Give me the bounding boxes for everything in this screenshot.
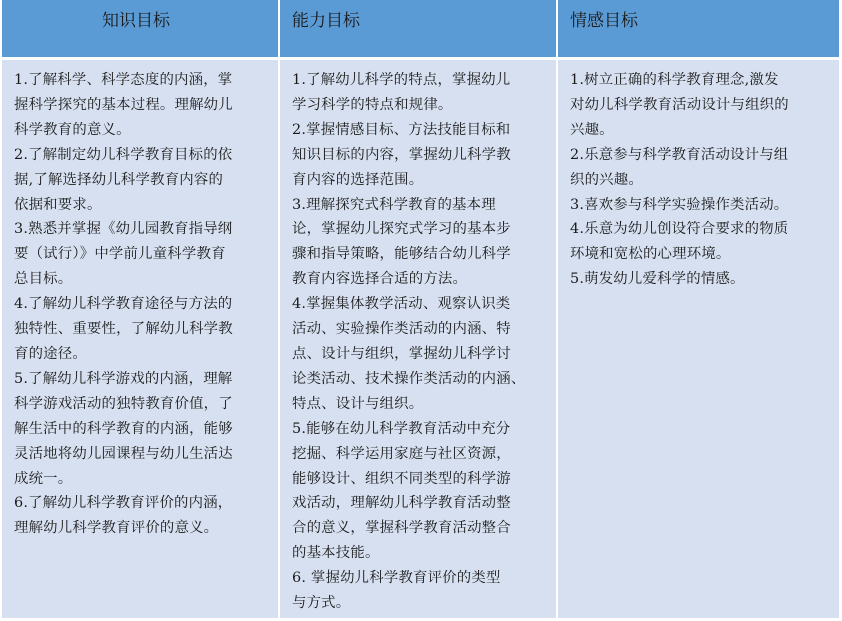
objective-item: 3.熟悉并掌握《幼儿园教育指导纲 要（试行）》中学前儿童科学教育 总目标。	[14, 221, 233, 288]
header-affective-objectives: 情感目标	[558, 0, 839, 60]
objective-item: 4.掌握集体教学活动、观察认识类 活动、实验操作类活动的内涵、特 点、设计与组织，掌握幼儿科学讨 论类活动、技术操作类活动的内涵、 特点、设计与组织。	[292, 296, 526, 412]
objective-item: 4.乐意为幼儿创设符合要求的物质 环境和宽松的心理环境。	[570, 221, 789, 263]
objective-item: 4.了解幼儿科学教育途径与方法的 独特性、重要性，了解幼儿科学教 育的途径。	[14, 296, 233, 362]
header-ability-objectives: 能力目标	[280, 0, 558, 60]
objective-item: 2.了解制定幼儿科学教育目标的依 据,了解选择幼儿科学教育内容的 依据和要求。	[14, 146, 233, 213]
objective-item: 3.理解探究式科学教育的基本理 论，掌握幼儿探究式学习的基本步 骤和指导策略，能够结合幼儿科学 教育内容选择合适的方法。	[292, 196, 511, 288]
objective-item: 6. 掌握幼儿科学教育评价的类型 与方式。	[292, 570, 501, 612]
objective-item: 5.了解幼儿科学游戏的内涵，理解 科学游戏活动的独特教育价值，了 解生活中的科学教育的内涵，能够 灵活地将幼儿园课程与幼儿生活达 成统一。	[14, 370, 233, 487]
knowledge-objectives-cell	[2, 60, 280, 618]
objective-item: 2.乐意参与科学教育活动设计与组 织的兴趣。	[570, 146, 789, 188]
header-knowledge-objectives: 知识目标	[2, 0, 280, 60]
objective-item: 6.了解幼儿科学教育评价的内涵， 理解幼儿科学教育评价的意义。	[14, 495, 233, 537]
objectives-table	[2, 0, 839, 618]
ability-objectives-cell	[280, 60, 558, 618]
objective-item: 5.能够在幼儿科学教育活动中充分 挖掘、科学运用家庭与社区资源， 能够设计、组织不同类型的科学游 戏活动，理解幼儿科学教育活动整 合的意义，掌握科学教育活动整合 的基本技能。	[292, 420, 511, 562]
affective-objectives-cell	[558, 60, 839, 618]
objective-item: 3.喜欢参与科学实验操作类活动。	[570, 196, 789, 213]
objective-item: 1.了解幼儿科学的特点，掌握幼儿 学习科学的特点和规律。	[292, 72, 511, 113]
objective-item: 1.了解科学、科学态度的内涵，掌 握科学探究的基本过程。理解幼儿 科学教育的意义。	[14, 72, 233, 138]
objective-item: 2.掌握情感目标、方法技能目标和 知识目标的内容，掌握幼儿科学教 育内容的选择范围。	[292, 121, 511, 188]
objective-item: 5.萌发幼儿爱科学的情感。	[570, 271, 745, 288]
objective-item: 1.树立正确的科学教育理念,激发 对幼儿科学教育活动设计与组织的 兴趣。	[570, 72, 789, 138]
